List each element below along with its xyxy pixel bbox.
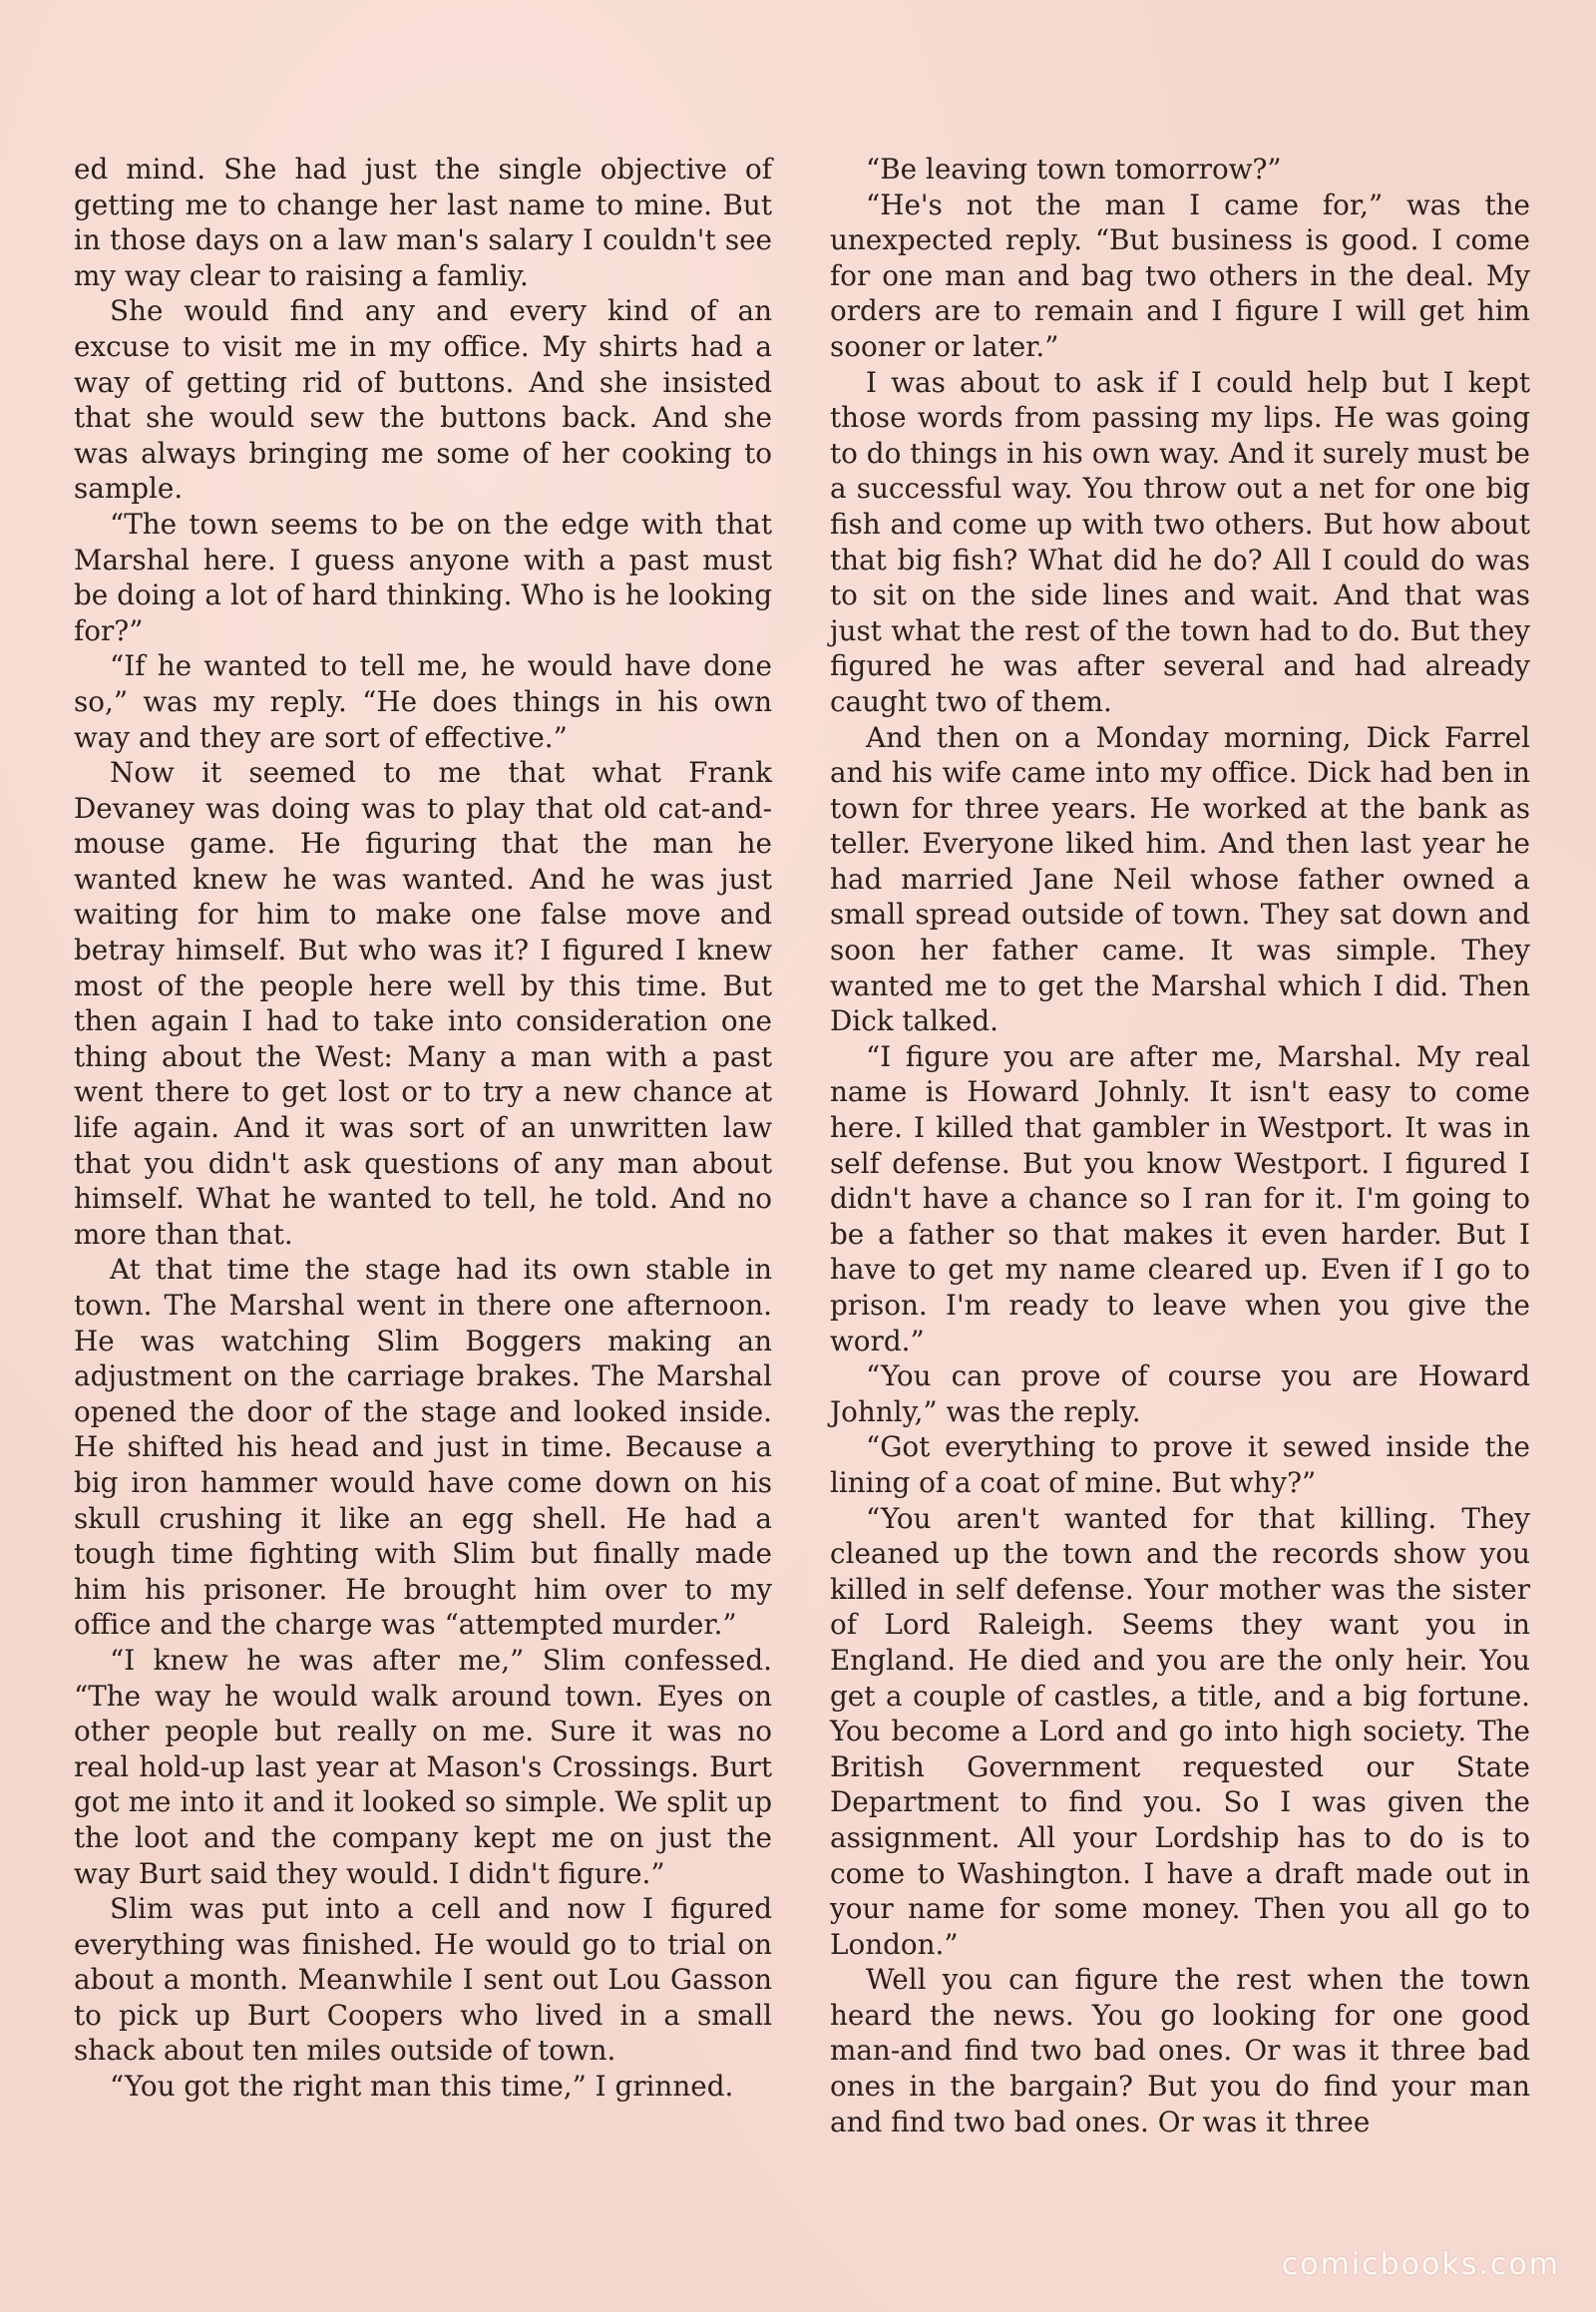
- paragraph: “If he wanted to tell me, he would have done so,” was my reply. “He does things in his own way and they are sort of effective.”: [74, 649, 772, 754]
- paragraph: I was about to ask if I could help but I kept those words from passing my lips. He was going to do things in his own way. And it surely must be a successful way. You throw out a net for one big fish and come up with two others. But how about that big fish? What did he do? All I could do was to sit on the side lines and wait. And that was just what the rest of the town had to do. But they figured he was after several and had already caught two of them.: [830, 365, 1530, 718]
- paragraph: “The town seems to be on the edge with that Marshal here. I guess anyone with a past must be doing a lot of hard thinking. Who is he looking for?”: [74, 507, 772, 647]
- paragraph: Well you can figure the rest when the town heard the news. You go looking for one good man-and find two bad ones. Or was it three bad ones in the bargain? But you do find your man and find two bad ones. Or was it three: [830, 1963, 1530, 2138]
- paragraph: “You got the right man this time,” I grinned.: [110, 2070, 734, 2104]
- paragraph: “Got everything to prove it sewed inside the lining of a coat of mine. But why?”: [830, 1430, 1530, 1499]
- paragraph: And then on a Monday morning, Dick Farrel and his wife came into my office. Dick had ben in town for three years. He worked at the bank as teller. Everyone liked him. And then last year he had married Jane Neil whose father owned a small spread outside of town. They sat down and soon her father came. It was simple. They wanted me to get the Marshal which I did. Then Dick talked.: [830, 720, 1530, 1038]
- paragraph: “You can prove of course you are Howard Johnly,” was the reply.: [830, 1359, 1530, 1428]
- paragraph: Slim was put into a cell and now I figured everything was finished. He would go to trial on about a month. Meanwhile I sent out Lou Gasson to pick up Burt Coopers who lived in a small shack about ten miles outside of town.: [74, 1892, 772, 2068]
- paragraph: ed mind. She had just the single objective of getting me to change her last name to mine. But in those days on a law man's salary I couldn't see my way clear to raising a famliy.: [74, 153, 772, 292]
- paragraph: “You aren't wanted for that killing. They cleaned up the town and the records show you killed in self defense. Your mother was the sister of Lord Raleigh. Seems they want you in England. He died and you are the only heir. You get a couple of castles, a title, and a big fortune. You become a Lord and go into high society. The British Government requested our State Department to find you. So I was given the assignment. All your Lordship has to do is to come to Washington. I have a draft made out in your name for some money. Then you all go to London.”: [830, 1501, 1530, 1961]
- paragraph: “Be leaving town tomorrow?”: [866, 153, 1282, 186]
- paragraph: “I knew he was after me,” Slim confessed. “The way he would walk around town. Eyes on other people but really on me. Sure it was no real hold-up last year at Mason's Crossings. Burt got me into it and it looked so simple. We split up the loot and the company kept me on just the way Burt said they would. I didn't figure.”: [74, 1643, 772, 1890]
- left-text-column: [74, 152, 772, 2105]
- paragraph: Now it seemed to me that what Frank Devaney was doing was to play that old cat-and-mouse game. He figuring that the man he wanted knew he was wanted. And he was just waiting for him to make one false move and betray himself. But who was it? I figured I knew most of the people here well by this time. But then again I had to take into consideration one thing about the West: Many a man with a past went there to get lost or to try a new chance at life again. And it was sort of an unwritten law that you didn't ask questions of any man about himself. What he wanted to tell, he told. And no more than that.: [74, 756, 772, 1251]
- paragraph: “He's not the man I came for,” was the unexpected reply. “But business is good. I come for one man and bag two others in the deal. My orders are to remain and I figure I will get him sooner or later.”: [830, 188, 1530, 363]
- right-text-column: [830, 152, 1530, 2139]
- site-watermark: comicbooks.com: [1281, 2247, 1560, 2282]
- paragraph: “I figure you are after me, Marshal. My real name is Howard Johnly. It isn't easy to come here. I killed that gambler in Westport. It was in self defense. But you know Westport. I figured I didn't have a chance so I ran for it. I'm going to be a father so that makes it even harder. But I have to get my name cleared up. Even if I go to prison. I'm ready to leave when you give the word.”: [830, 1039, 1530, 1357]
- paragraph: She would find any and every kind of an excuse to visit me in my office. My shirts had a way of getting rid of buttons. And she insisted that she would sew the buttons back. And she was always bringing me some of her cooking to sample.: [74, 294, 772, 506]
- paragraph: At that time the stage had its own stable in town. The Marshal went in there one afternoon. He was watching Slim Boggers making an adjustment on the carriage brakes. The Marshal opened the door of the stage and looked inside. He shifted his head and just in time. Because a big iron hammer would have come down on his skull crushing it like an egg shell. He had a tough time fighting with Slim but finally made him his prisoner. He brought him over to my office and the charge was “attempted murder.”: [74, 1253, 772, 1642]
